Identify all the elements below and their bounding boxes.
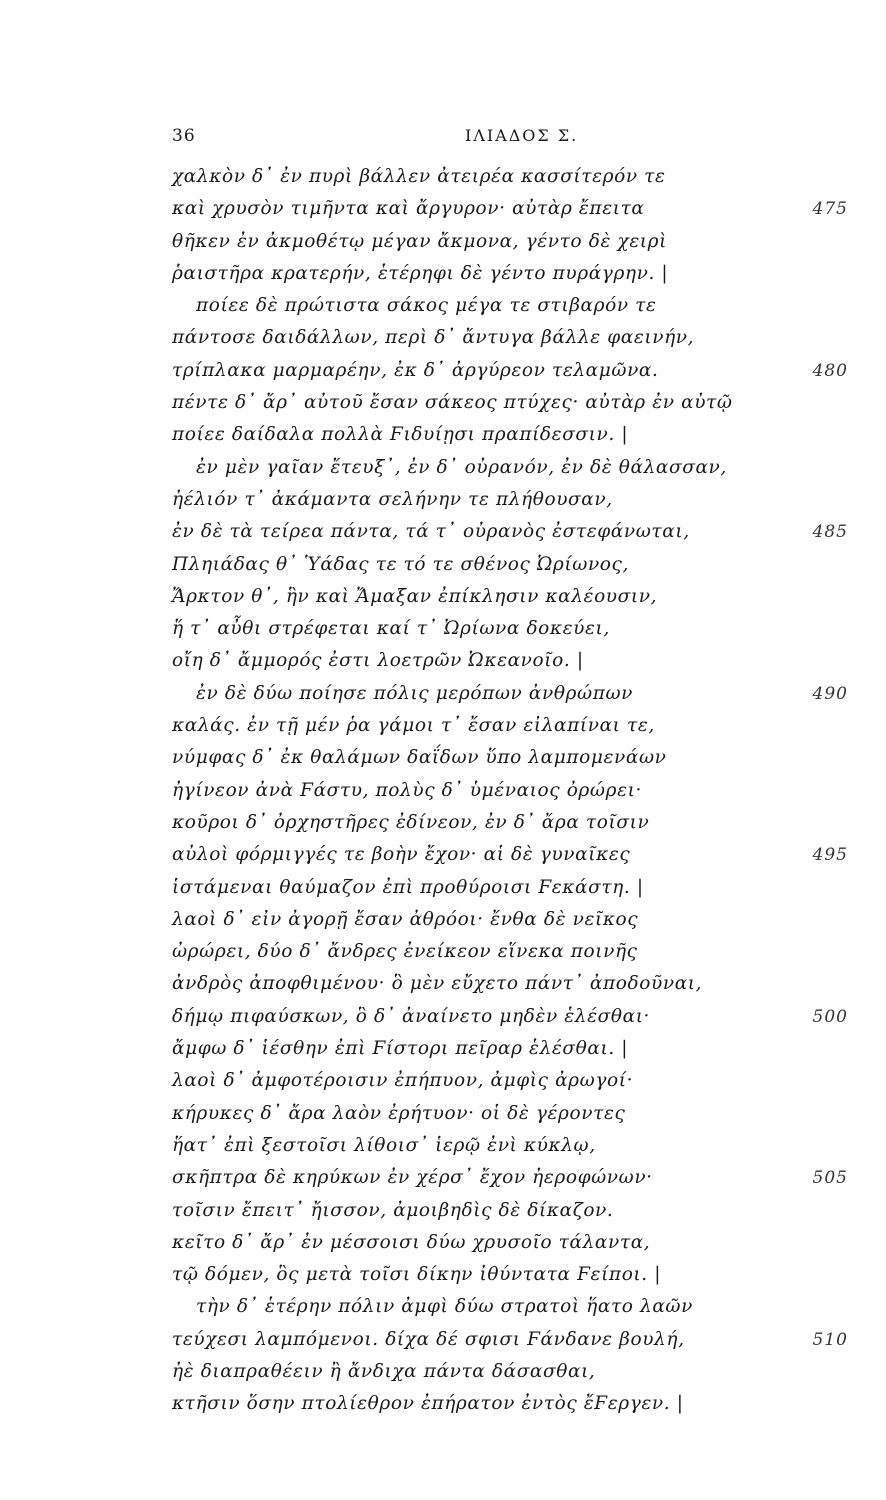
verse-line [0, 1098, 886, 1130]
line-number: 485 [812, 522, 848, 543]
verse-line [0, 452, 886, 484]
verse-line [0, 387, 886, 419]
verse-text: κτῆσιν ὅσην πτολίεθρον ἐπήρατον ἐντὸς ἔϜεργεν. | [172, 1393, 684, 1415]
verse-text: ἠγίνεον ἀνὰ Ϝάστυ, πολὺς δ᾿ ὑμέναιος ὀρώρει· [172, 779, 642, 801]
line-number: 480 [812, 360, 848, 381]
verse-text: ἠέλιόν τ᾿ ἀκάμαντα σελήνην τε πλήθουσαν, [172, 488, 613, 510]
verse-line [0, 645, 886, 677]
verse-line [0, 1227, 886, 1259]
verse-text: Πληιάδας θ᾿ Ὑάδας τε τό τε σθένος Ὠρίωνος, [172, 553, 629, 575]
verse-line [0, 1001, 886, 1033]
verse-line [0, 1033, 886, 1065]
verse-text: δήμῳ πιφαύσκων, ὃ δ᾿ ἀναίνετο μηδὲν ἑλέσθαι· [172, 1005, 651, 1027]
verse-line [0, 355, 886, 387]
verse-line [0, 936, 886, 968]
verse-text: αὐλοὶ φόρμιγγές τε βοὴν ἔχον· αἱ δὲ γυναῖκες [172, 844, 631, 866]
verse-text: σκῆπτρα δὲ κηρύκων ἐν χέρσ᾿ ἔχον ἠεροφώνων· [172, 1167, 653, 1189]
verse-line [0, 839, 886, 871]
verse-text: λαοὶ δ᾿ ἀμφοτέροισιν ἐπήπυον, ἀμφὶς ἀρωγοί· [172, 1070, 634, 1092]
verse-text: κεῖτο δ᾿ ἄρ᾿ ἐν μέσσοισι δύω χρυσοῖο τάλαντα, [172, 1231, 651, 1253]
verse-text: κήρυκες δ᾿ ἄρα λαὸν ἐρήτυον· οἱ δὲ γέροντες [172, 1102, 626, 1124]
page-header [0, 126, 886, 150]
verse-line [0, 549, 886, 581]
verse-line [0, 678, 886, 710]
verse-line [0, 516, 886, 548]
verse-text: τεύχεσι λαμπόμενοι. δίχα δέ σφισι Ϝάνδανε βουλή, [172, 1328, 685, 1350]
verse-text: ἐν μὲν γαῖαν ἔτευξ᾿, ἐν δ᾿ οὐρανόν, ἐν δὲ θάλασσαν, [196, 456, 727, 478]
verse-text: ἐν δὲ δύω ποίησε πόλις μερόπων ἀνθρώπων [196, 682, 634, 704]
verse-text: ἄμφω δ᾿ ἱέσθην ἐπὶ Ϝίστορι πεῖραρ ἑλέσθαι. | [172, 1038, 629, 1060]
verse-line [0, 290, 886, 322]
verse-line [0, 161, 886, 193]
verse-text: θῆκεν ἐν ἀκμοθέτῳ μέγαν ἄκμονα, γέντο δὲ χειρὶ [172, 230, 667, 252]
verse-line [0, 968, 886, 1000]
verse-text: ῥαιστῆρα κρατερήν, ἑτέρηφι δὲ γέντο πυράγρην. | [172, 262, 669, 284]
verse-line [0, 1356, 886, 1388]
verse-text: τῷ δόμεν, ὃς μετὰ τοῖσι δίκην ἰθύντατα Ϝείποι. | [172, 1264, 662, 1286]
verse-text: χαλκὸν δ᾿ ἐν πυρὶ βάλλεν ἀτειρέα κασσίτερόν τε [172, 166, 666, 187]
verse-text: οἴη δ᾿ ἄμμορός ἐστι λοετρῶν Ὠκεανοῖο. | [172, 650, 584, 672]
verse-line [0, 226, 886, 258]
verse-text: ἱστάμεναι θαύμαζον ἐπὶ προθύροισι Ϝεκάστη. | [172, 876, 644, 898]
verse-line [0, 1065, 886, 1097]
verse-text: τοῖσιν ἔπειτ᾿ ἤισσον, ἀμοιβηδὶς δὲ δίκαζον. [172, 1199, 614, 1221]
verse-text: κοῦροι δ᾿ ὀρχηστῆρες ἐδίνεον, ἐν δ᾿ ἄρα τοῖσιν [172, 811, 650, 833]
verse-line [0, 581, 886, 613]
verse-text: πέντε δ᾿ ἄρ᾿ αὐτοῦ ἔσαν σάκεος πτύχες· αὐτὰρ ἐν αὐτῷ [172, 392, 733, 414]
verse-text: νύμφας δ᾿ ἐκ θαλάμων δαΐδων ὕπο λαμπομενάων [172, 747, 667, 769]
verse-line [0, 1324, 886, 1356]
page-number: 36 [172, 126, 196, 146]
verse-text: ποίεε δαίδαλα πολλὰ Ϝιδυίῃσι πραπίδεσσιν. | [172, 424, 629, 446]
verse-text: καλάς. ἐν τῇ μέν ῥα γάμοι τ᾿ ἔσαν εἰλαπίναι τε, [172, 715, 655, 737]
line-number: 505 [812, 1168, 848, 1189]
verse-text: ἀνδρὸς ἀποφθιμένου· ὃ μὲν εὔχετο πάντ᾿ ἀποδοῦναι, [172, 973, 703, 995]
verse-text: ποίεε δὲ πρώτιστα σάκος μέγα τε στιβαρόν τε [196, 295, 657, 317]
line-number: 500 [812, 1006, 848, 1027]
verse-line [0, 872, 886, 904]
verse-block [0, 161, 886, 1421]
running-title: ΙΛΙΑΔΟΣ Σ. [465, 126, 579, 145]
verse-text: ἠὲ διαπραθέειν ἢ ἄνδιχα πάντα δάσασθαι, [172, 1360, 596, 1382]
verse-text: ἥ τ᾿ αὖθι στρέφεται καί τ᾿ Ὠρίωνα δοκεύει, [172, 618, 610, 640]
verse-line [0, 775, 886, 807]
verse-line [0, 710, 886, 742]
verse-line [0, 1291, 886, 1323]
verse-line [0, 613, 886, 645]
line-number: 510 [812, 1329, 848, 1350]
verse-line [0, 322, 886, 354]
verse-line [0, 1195, 886, 1227]
verse-text: ὠρώρει, δύο δ᾿ ἄνδρες ἐνείκεον εἵνεκα ποινῆς [172, 941, 638, 963]
verse-line [0, 419, 886, 451]
verse-text: τρίπλακα μαρμαρέην, ἐκ δ᾿ ἀργύρεον τελαμῶνα. [172, 359, 659, 381]
verse-line [0, 807, 886, 839]
verse-line [0, 258, 886, 290]
verse-line [0, 904, 886, 936]
verse-text: λαοὶ δ᾿ εἰν ἀγορῇ ἔσαν ἀθρόοι· ἔνθα δὲ νεῖκος [172, 908, 639, 930]
verse-text: ἐν δὲ τὰ τείρεα πάντα, τά τ᾿ οὐρανὸς ἐστεφάνωται, [172, 521, 690, 543]
verse-text: τὴν δ᾿ ἑτέρην πόλιν ἀμφὶ δύω στρατοὶ ἥατο λαῶν [196, 1296, 693, 1318]
verse-line [0, 742, 886, 774]
verse-text: καὶ χρυσὸν τιμῆντα καὶ ἄργυρον· αὐτὰρ ἔπειτα [172, 198, 645, 220]
verse-text: Ἄρκτον θ᾿, ἣν καὶ Ἄμαξαν ἐπίκλησιν καλέουσιν, [172, 585, 658, 607]
verse-line [0, 1388, 886, 1420]
verse-text: ἥατ᾿ ἐπὶ ξεστοῖσι λίθοισ᾿ ἱερῷ ἐνὶ κύκλῳ, [172, 1134, 596, 1156]
verse-line [0, 1130, 886, 1162]
verse-line [0, 193, 886, 225]
verse-line [0, 484, 886, 516]
verse-line [0, 1259, 886, 1291]
line-number: 490 [812, 683, 848, 704]
verse-line [0, 1162, 886, 1194]
line-number: 495 [812, 845, 848, 866]
line-number: 475 [812, 199, 848, 220]
verse-text: πάντοσε δαιδάλλων, περὶ δ᾿ ἄντυγα βάλλε φαεινήν, [172, 327, 695, 349]
